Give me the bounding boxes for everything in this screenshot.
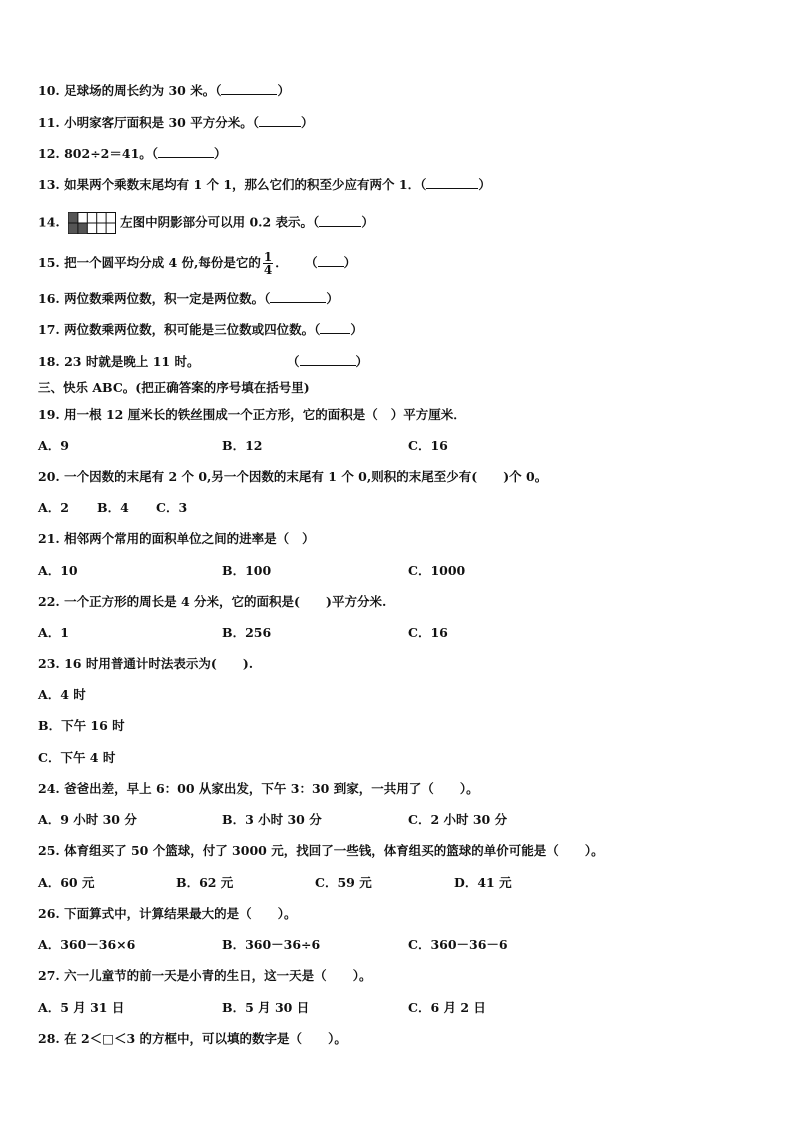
question-number: 14.: [38, 214, 60, 230]
option-a[interactable]: A．2: [38, 500, 69, 515]
section-heading: 三、快乐 ABC。(把正确答案的序号填在括号里): [38, 380, 310, 395]
option-b[interactable]: B．下午 16 时: [38, 718, 125, 733]
question-number: 21.: [38, 531, 60, 546]
question-text: 下面算式中，计算结果最大的是（ ）。: [64, 906, 297, 921]
question-text: 六一儿童节的前一天是小青的生日，这一天是（ ）。: [64, 968, 372, 983]
question-text: 如果两个乘数末尾均有 1 个 1，那么它们的积至少应有两个 1．（: [64, 177, 427, 192]
answer-blank[interactable]: [221, 83, 277, 95]
question-21: [38, 531, 315, 547]
question-text: 把一个圆平均分成 4 份,每份是它的: [64, 255, 261, 270]
question-number: 16.: [38, 291, 60, 306]
answer-blank[interactable]: [259, 115, 301, 127]
question-19: [38, 407, 466, 423]
question-text: 体育组买了 50 个篮球，付了 3000 元，找回了一些钱，体育组买的篮球的单价可能是（ ）。: [64, 843, 604, 858]
option-b[interactable]: B．3 小时 30 分: [222, 812, 322, 827]
question-text: 一个正方形的周长是 4 分米，它的面积是( )平方分米.: [64, 594, 387, 609]
option-b[interactable]: B．62 元: [176, 875, 234, 890]
option-c[interactable]: C．16: [408, 438, 448, 453]
option-c[interactable]: C．16: [408, 625, 448, 640]
option-c[interactable]: C．360－36－6: [408, 937, 508, 952]
answer-blank[interactable]: [319, 215, 361, 227]
option-b[interactable]: B．12: [222, 438, 263, 453]
question-24: [38, 781, 479, 797]
option-b[interactable]: B．256: [222, 625, 272, 640]
option-d[interactable]: D．41 元: [454, 875, 512, 890]
question-number: 28.: [38, 1031, 60, 1046]
question-12: 12. 802÷2＝41。（ ）: [38, 146, 227, 161]
answer-blank[interactable]: [158, 146, 214, 158]
answer-blank[interactable]: [426, 177, 478, 189]
option-b[interactable]: B．4: [97, 500, 129, 515]
question-14: 14. 左图中阴影部分可以用 0.2 表示。（ ）: [38, 212, 374, 234]
question-text: 小明家客厅面积是 30 平方分米。（: [64, 115, 259, 130]
option-c[interactable]: C．6 月 2 日: [408, 1000, 486, 1015]
option-c[interactable]: C．3: [156, 500, 188, 515]
option-b[interactable]: B．100: [222, 563, 272, 578]
question-18-answer: （ ）: [287, 354, 369, 369]
option-c[interactable]: C．下午 4 时: [38, 750, 116, 765]
question-10: 10. 足球场的周长约为 30 米。（ ）: [38, 83, 290, 98]
answer-blank[interactable]: [318, 255, 344, 267]
option-a[interactable]: A．360－36×6: [38, 937, 136, 952]
question-28: [38, 1031, 347, 1047]
question-18: [38, 354, 199, 370]
question-number: 27.: [38, 968, 60, 983]
question-text: 802÷2＝41。（: [64, 146, 159, 161]
question-number: 18.: [38, 354, 60, 369]
question-text: 用一根 12 厘米长的铁丝围成一个正方形，它的面积是（ ）平方厘米．: [64, 407, 466, 422]
question-26: [38, 906, 296, 922]
option-c[interactable]: C．59 元: [315, 875, 372, 890]
question-number: 13.: [38, 177, 60, 192]
option-a[interactable]: A．4 时: [38, 687, 86, 702]
question-20: [38, 469, 547, 485]
question-25: [38, 843, 604, 859]
question-number: 11.: [38, 115, 60, 130]
question-text: 16 时用普通计时法表示为( ).: [64, 656, 254, 671]
option-a[interactable]: A．9: [38, 438, 69, 453]
option-a[interactable]: A．9 小时 30 分: [38, 812, 137, 827]
answer-blank[interactable]: [300, 354, 356, 366]
fraction: $\frac{1}{4}$: [263, 250, 273, 277]
question-text: 相邻两个常用的面积单位之间的进率是（ ）: [64, 531, 315, 546]
option-c[interactable]: C．1000: [408, 563, 466, 578]
option-c[interactable]: C．2 小时 30 分: [408, 812, 508, 827]
question-number: 23.: [38, 656, 60, 671]
shaded-grid-figure: [68, 212, 116, 234]
question-number: 26.: [38, 906, 60, 921]
question-text: 两位数乘两位数，积可能是三位数或四位数。（: [64, 322, 321, 337]
question-number: 20.: [38, 469, 60, 484]
option-b[interactable]: B．5 月 30 日: [222, 1000, 310, 1015]
question-11: 11. 小明家客厅面积是 30 平方分米。（ ）: [38, 115, 314, 130]
option-a[interactable]: A．60 元: [38, 875, 95, 890]
option-b[interactable]: B．360－36÷6: [222, 937, 321, 952]
question-text: 左图中阴影部分可以用 0.2 表示。（: [120, 214, 320, 230]
question-text: 两位数乘两位数，积一定是两位数。（: [64, 291, 271, 306]
question-23: [38, 656, 253, 672]
question-text: 足球场的周长约为 30 米。（: [64, 83, 222, 98]
question-number: 25.: [38, 843, 60, 858]
answer-blank[interactable]: [320, 322, 350, 334]
answer-blank[interactable]: [270, 291, 326, 303]
question-text: 一个因数的末尾有 2 个 0,另一个因数的末尾有 1 个 0,则积的末尾至少有( )个 0。: [64, 469, 548, 484]
question-22: [38, 594, 386, 610]
option-a[interactable]: A．1: [38, 625, 69, 640]
question-text: 23 时就是晚上 11 时。: [64, 354, 200, 369]
option-a[interactable]: A．5 月 31 日: [38, 1000, 125, 1015]
question-number: 24.: [38, 781, 60, 796]
question-number: 19.: [38, 407, 60, 422]
question-17: 17. 两位数乘两位数，积可能是三位数或四位数。（ ）: [38, 322, 363, 337]
question-number: 15.: [38, 255, 60, 270]
question-text: 爸爸出差，早上 6：00 从家出发，下午 3：30 到家，一共用了（ ）。: [64, 781, 479, 796]
question-15: 15. 把一个圆平均分成 4 份,每份是它的 $\frac{1}{4}$ ． （ ）: [38, 250, 357, 277]
question-13: 13. 如果两个乘数末尾均有 1 个 1，那么它们的积至少应有两个 1．（ ）: [38, 177, 491, 192]
question-text: 在 2＜□＜3 的方框中，可以填的数字是（ ）。: [64, 1031, 347, 1046]
option-a[interactable]: A．10: [38, 563, 78, 578]
question-27: [38, 968, 371, 984]
question-number: 17.: [38, 322, 60, 337]
question-number: 22.: [38, 594, 60, 609]
question-number: 10.: [38, 83, 60, 98]
question-16: 16. 两位数乘两位数，积一定是两位数。（ ）: [38, 291, 339, 306]
question-number: 12.: [38, 146, 60, 161]
